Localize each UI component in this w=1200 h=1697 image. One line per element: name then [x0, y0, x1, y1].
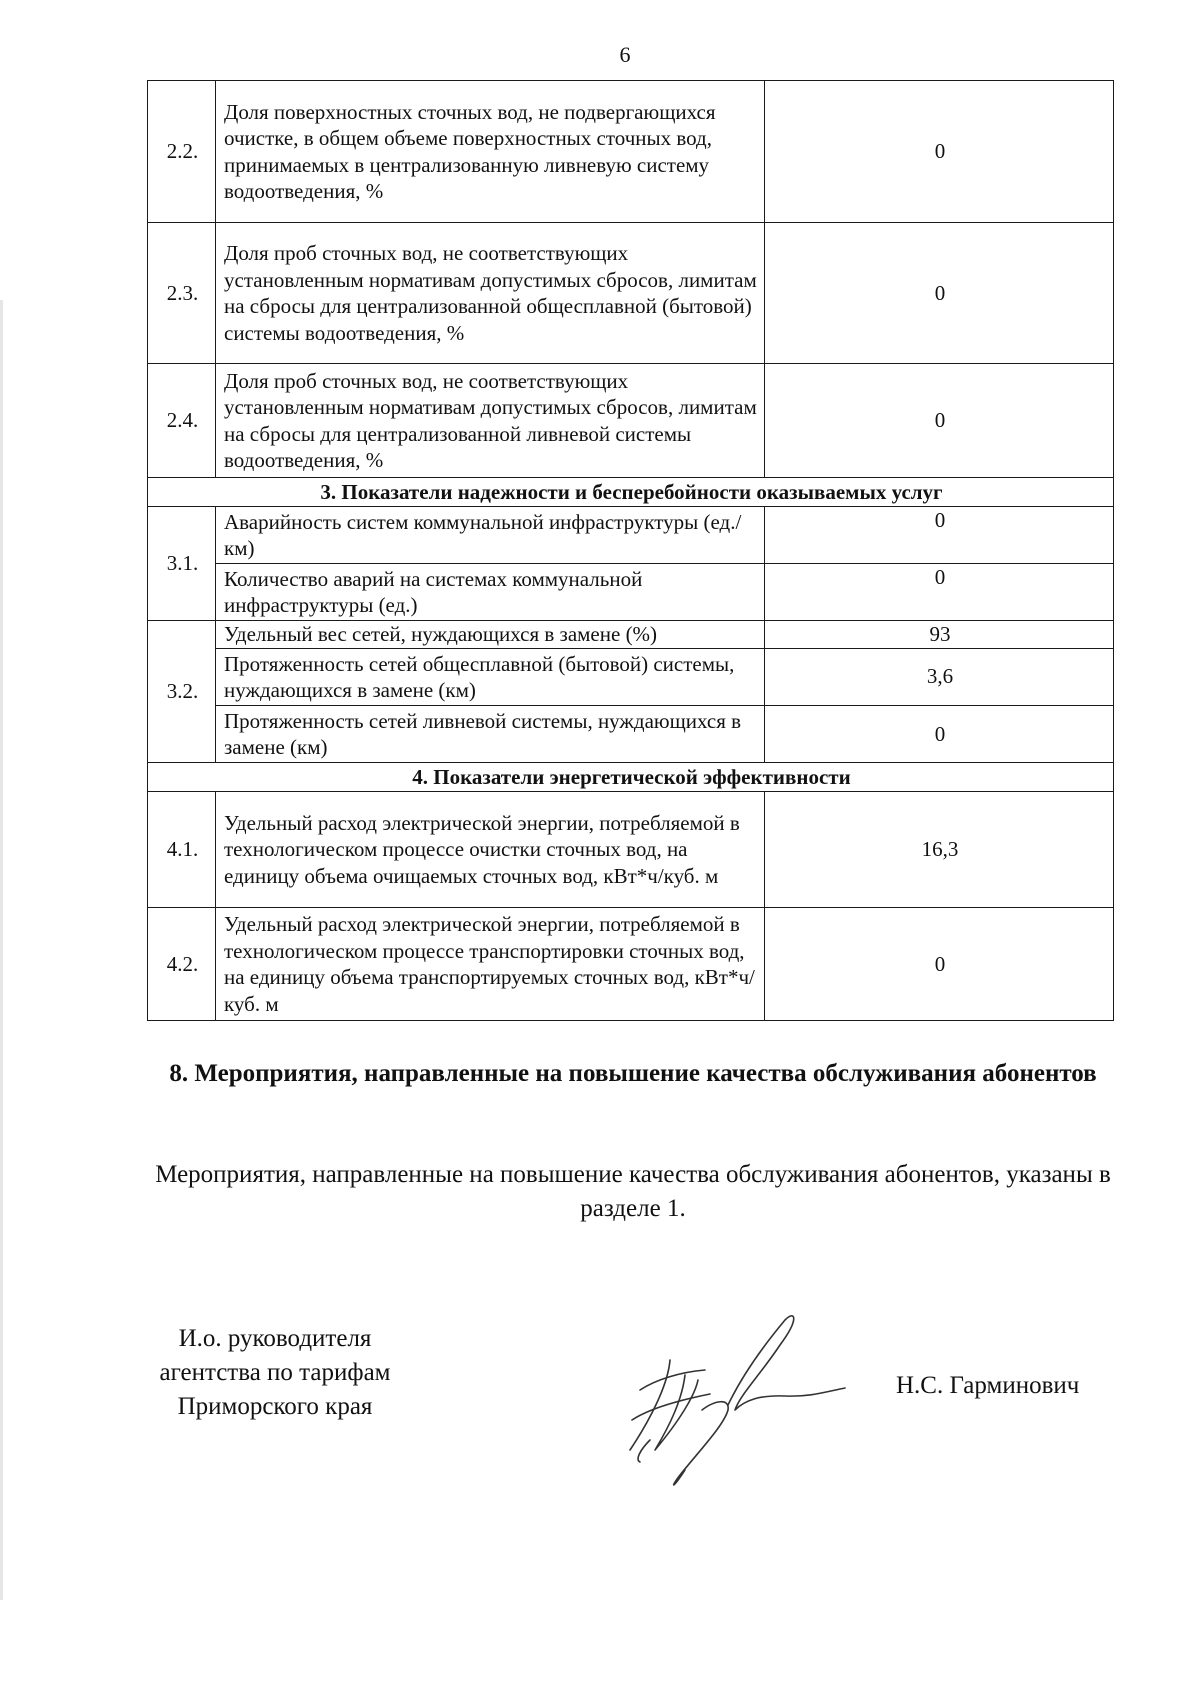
table-row-2-3: [148, 223, 1114, 364]
row-label: Удельный расход электрической энергии, потребляемой в технологическом процессе транспортировки сточных вод, на единицу объема транспортируемых сточных вод, кВт*ч/куб. м: [216, 908, 765, 1021]
row-label: Количество аварий на системах коммунальной инфраструктуры (ед.): [216, 564, 765, 621]
signer-title-line: агентства по тарифам: [159, 1359, 391, 1386]
scan-edge-shadow: [0, 300, 3, 1600]
table-row-2-4: [148, 364, 1114, 478]
indicators-table: [147, 80, 1114, 1021]
section-title: 3. Показатели надежности и бесперебойности оказываемых услуг: [148, 478, 1114, 507]
row-number: 3.1.: [148, 507, 216, 621]
page-number: 6: [619, 42, 631, 67]
section-4-header: [148, 763, 1114, 792]
table-row-3-1-a: [148, 507, 1114, 564]
table-row-3-2-a: [148, 621, 1114, 649]
row-value: 0: [765, 908, 1114, 1021]
row-value: 0: [765, 507, 1114, 564]
signature-image: [610, 1300, 860, 1500]
row-value: 3,6: [765, 649, 1114, 706]
row-label: Доля проб сточных вод, не соответствующих установленным нормативам допустимых сбросов, лимитам на сбросы для централизованной ливневой системы водоотведения, %: [216, 364, 765, 478]
row-value: 0: [765, 81, 1114, 223]
table-row-3-1-b: [148, 564, 1114, 621]
row-label: Протяженность сетей общесплавной (бытовой) системы, нуждающихся в замене (км): [216, 649, 765, 706]
table-row-3-2-c: [148, 706, 1114, 763]
row-value: 16,3: [765, 792, 1114, 908]
table-row-4-1: [148, 792, 1114, 908]
row-value: 0: [765, 223, 1114, 364]
section-title: 4. Показатели энергетической эффективности: [148, 763, 1114, 792]
row-number: 2.3.: [148, 223, 216, 364]
table-row-3-2-b: [148, 649, 1114, 706]
row-value: 0: [765, 706, 1114, 763]
signer-title: [130, 1322, 420, 1424]
row-value: 0: [765, 364, 1114, 478]
row-number: 4.1.: [148, 792, 216, 908]
section-3-header: [148, 478, 1114, 507]
signer-title-line: Приморского края: [177, 1393, 373, 1420]
row-value: 93: [765, 621, 1114, 649]
row-label: Протяженность сетей ливневой системы, нуждающихся в замене (км): [216, 706, 765, 763]
row-value: 0: [765, 564, 1114, 621]
row-number: 3.2.: [148, 621, 216, 763]
signer-title-line: И.о. руководителя: [178, 1325, 372, 1352]
row-number: 2.4.: [148, 364, 216, 478]
row-label: Доля поверхностных сточных вод, не подвергающихся очистке, в общем объеме поверхностных сточных вод, принимаемых в централизованную ливневую систему водоотведения, %: [216, 81, 765, 223]
section-8-heading: 8. Мероприятия, направленные на повышение качества обслуживания абонентов: [169, 1060, 1097, 1087]
row-label: Доля проб сточных вод, не соответствующих установленным нормативам допустимых сбросов, лимитам на сбросы для централизованной общесплавной (бытовой) системы водоотведения, %: [216, 223, 765, 364]
row-label: Удельный расход электрической энергии, потребляемой в технологическом процессе очистки сточных вод, на единицу объема очищаемых сточных вод, кВт*ч/куб. м: [216, 792, 765, 908]
row-number: 4.2.: [148, 908, 216, 1021]
row-label: Аварийность систем коммунальной инфраструктуры (ед./км): [216, 507, 765, 564]
row-label: Удельный вес сетей, нуждающихся в замене (%): [216, 621, 765, 649]
table-row-2-2: [148, 81, 1114, 223]
row-number: 2.2.: [148, 81, 216, 223]
signer-name: Н.С. Гарминович: [896, 1372, 1080, 1399]
section-8-body: Мероприятия, направленные на повышение качества обслуживания абонентов, указаны в разделе 1.: [155, 1161, 1111, 1222]
table-row-4-2: [148, 908, 1114, 1021]
